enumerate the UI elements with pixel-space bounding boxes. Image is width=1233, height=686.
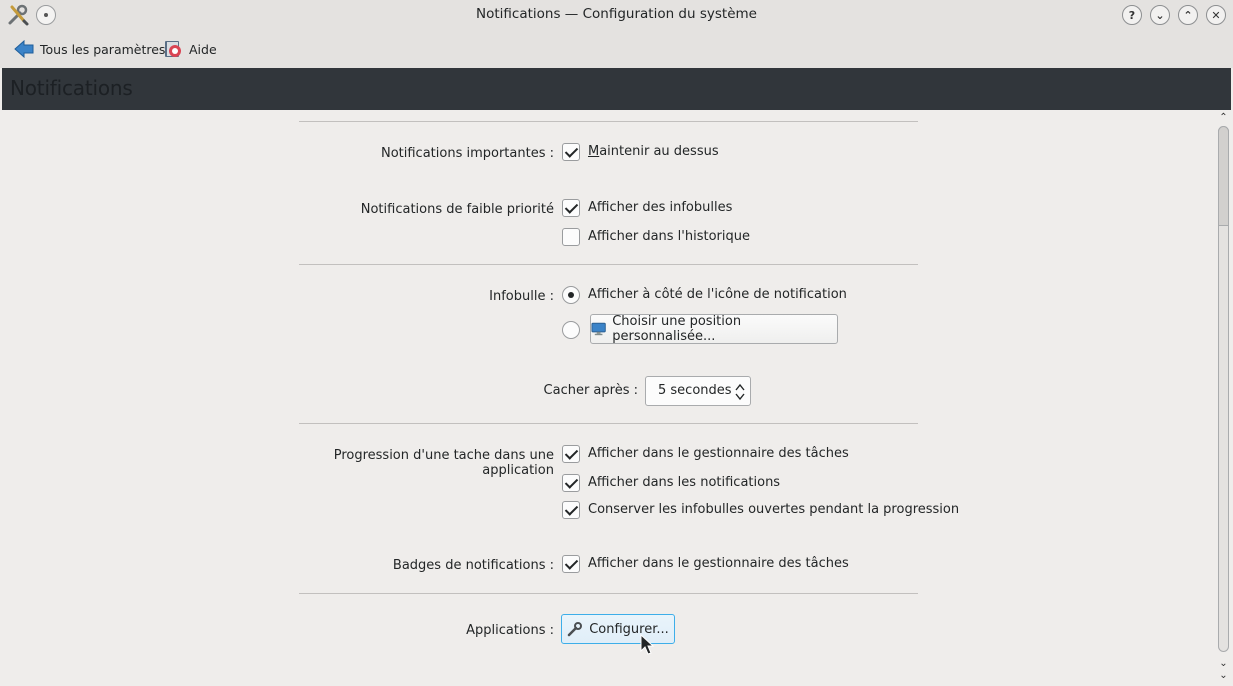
all-settings-button[interactable] bbox=[14, 38, 165, 60]
help-button[interactable] bbox=[163, 38, 217, 60]
all-settings-label: Tous les paramètres bbox=[40, 41, 166, 57]
progress-taskmanager-label[interactable]: Afficher dans le gestionnaire des tâches bbox=[588, 446, 849, 461]
separator bbox=[299, 264, 918, 265]
show-popups-checkbox[interactable] bbox=[562, 199, 580, 217]
low-priority-label: Notifications de faible priorité bbox=[360, 202, 554, 217]
progress-taskmanager-checkbox[interactable] bbox=[562, 445, 580, 463]
hide-after-value: 5 secondes bbox=[658, 383, 732, 398]
badges-taskmanager-label[interactable]: Afficher dans le gestionnaire des tâches bbox=[588, 556, 849, 571]
mouse-cursor-icon bbox=[640, 634, 656, 656]
hide-after-label: Cacher après : bbox=[543, 383, 638, 398]
spin-arrows-icon[interactable] bbox=[735, 383, 745, 401]
custom-position-radio[interactable] bbox=[562, 321, 580, 339]
keep-on-top-label[interactable]: Maintenir au dessus bbox=[588, 144, 719, 159]
help-book-icon bbox=[163, 39, 183, 59]
show-history-label[interactable]: Afficher dans l'historique bbox=[588, 229, 750, 244]
choose-position-button[interactable] bbox=[590, 314, 838, 344]
popup-label: Infobulle : bbox=[489, 289, 554, 304]
keep-popups-label[interactable]: Conserver les infobulles ouvertes pendant la progression bbox=[588, 502, 960, 517]
scrollbar-thumb[interactable] bbox=[1218, 126, 1229, 226]
near-icon-label[interactable]: Afficher à côté de l'icône de notification bbox=[588, 287, 847, 302]
page-title: Notifications bbox=[10, 76, 133, 100]
scroll-down-arrow-icon[interactable]: ⌄ bbox=[1219, 670, 1228, 681]
monitor-icon bbox=[591, 322, 606, 336]
separator bbox=[299, 423, 918, 424]
wrench-icon bbox=[567, 621, 583, 637]
progress-label: Progression d'une tache dans une application bbox=[333, 448, 554, 478]
show-popups-label[interactable]: Afficher des infobulles bbox=[588, 200, 733, 215]
badges-label: Badges de notifications : bbox=[392, 558, 554, 573]
separator bbox=[299, 593, 918, 594]
hide-after-spinbox[interactable] bbox=[645, 376, 751, 406]
applications-label: Applications : bbox=[466, 623, 554, 638]
close-button[interactable]: ✕ bbox=[1206, 5, 1226, 25]
critical-notifications-label: Notifications importantes : bbox=[380, 146, 554, 161]
help-window-button[interactable]: ? bbox=[1122, 5, 1142, 25]
near-icon-radio[interactable] bbox=[562, 286, 580, 304]
configure-label: Configurer... bbox=[589, 621, 669, 637]
scroll-down-arrow-icon[interactable]: ⌄ bbox=[1219, 658, 1228, 669]
badges-taskmanager-checkbox[interactable] bbox=[562, 555, 580, 573]
progress-notifications-checkbox[interactable] bbox=[562, 474, 580, 492]
page-header bbox=[2, 68, 1231, 110]
help-label: Aide bbox=[189, 41, 217, 57]
keep-popups-checkbox[interactable] bbox=[562, 501, 580, 519]
minimize-button[interactable]: ⌄ bbox=[1150, 5, 1170, 25]
back-arrow-icon bbox=[14, 40, 34, 58]
configure-button[interactable] bbox=[561, 614, 675, 644]
maximize-button[interactable]: ⌃ bbox=[1178, 5, 1198, 25]
keep-on-top-checkbox[interactable] bbox=[562, 143, 580, 161]
separator bbox=[299, 121, 918, 122]
window-title: Notifications — Configuration du système bbox=[476, 6, 757, 22]
show-history-checkbox[interactable] bbox=[562, 228, 580, 246]
progress-notifications-label[interactable]: Afficher dans les notifications bbox=[588, 475, 781, 490]
choose-position-label: Choisir une position personnalisée... bbox=[612, 314, 742, 344]
scroll-up-arrow-icon[interactable]: ⌃ bbox=[1219, 112, 1228, 123]
